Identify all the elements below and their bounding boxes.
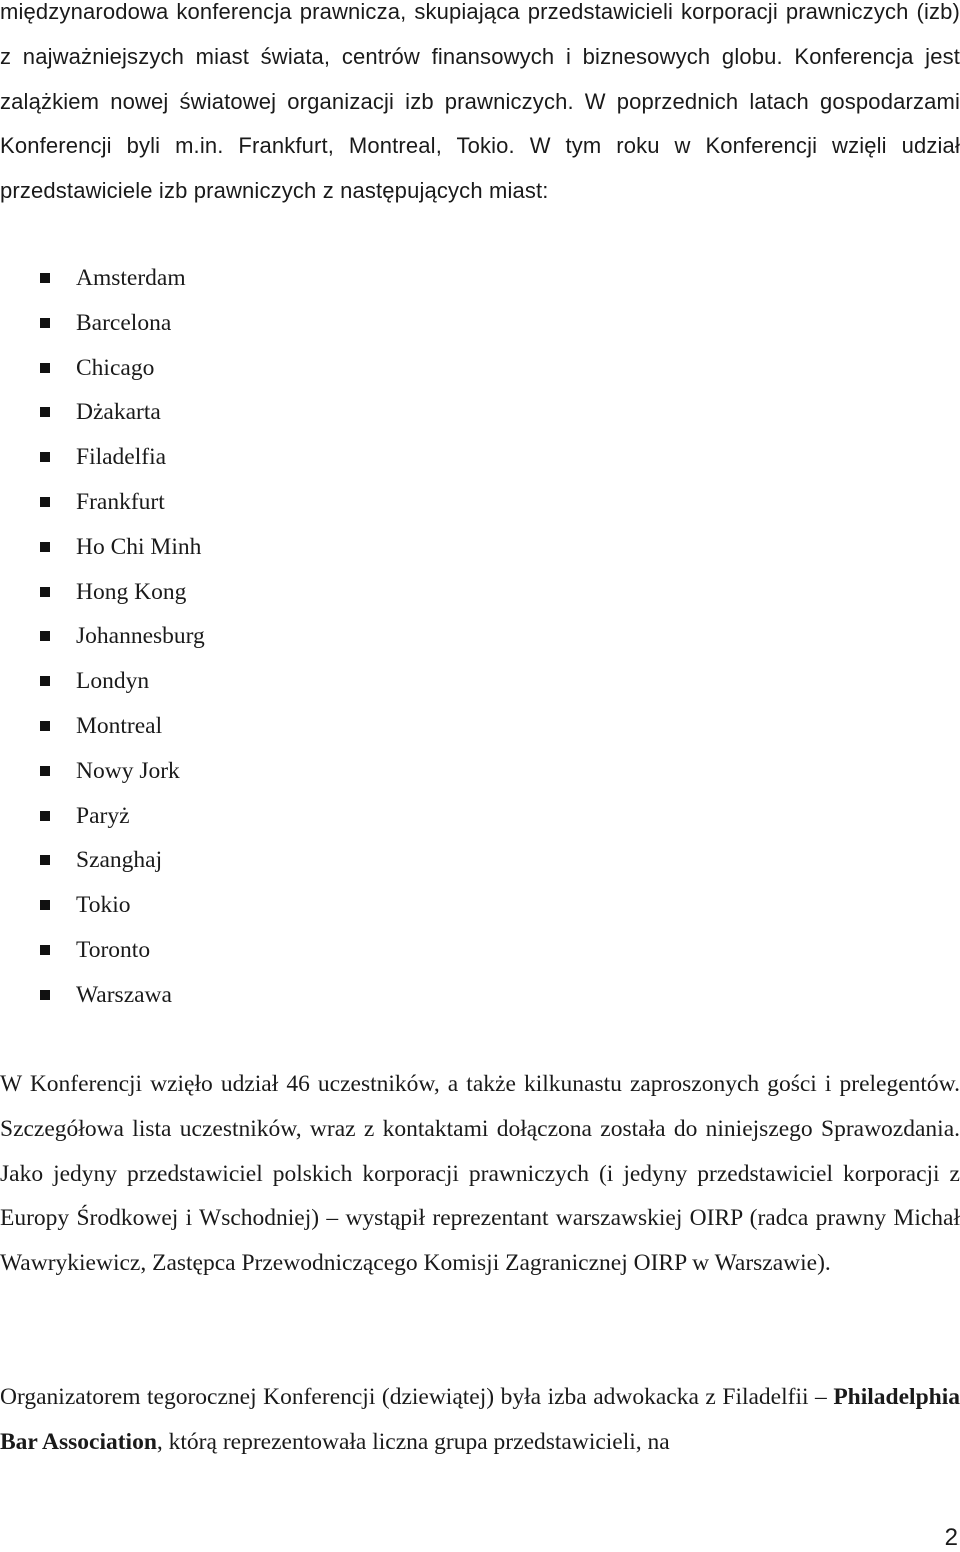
city-name: Dżakarta xyxy=(76,399,161,426)
list-item xyxy=(0,614,205,659)
list-item xyxy=(0,973,205,1018)
square-bullet-icon xyxy=(40,318,50,328)
city-name: Londyn xyxy=(76,668,150,695)
organizer-name: Philadelphia Bar Association xyxy=(0,1384,960,1455)
city-name: Filadelfia xyxy=(76,444,167,471)
list-item xyxy=(0,570,205,615)
city-name: Toronto xyxy=(76,936,151,963)
list-item xyxy=(0,794,205,839)
list-item xyxy=(0,301,205,346)
city-name: Barcelona xyxy=(76,309,172,336)
list-item xyxy=(0,480,205,525)
list-item xyxy=(0,390,205,435)
page-number: 2 xyxy=(944,1524,958,1551)
square-bullet-icon xyxy=(40,900,50,910)
list-item xyxy=(0,256,205,301)
square-bullet-icon xyxy=(40,855,50,865)
list-item xyxy=(0,838,205,883)
list-item xyxy=(0,435,205,480)
list-item xyxy=(0,346,205,391)
city-name: Johannesburg xyxy=(76,623,205,650)
city-name: Hong Kong xyxy=(76,578,187,605)
square-bullet-icon xyxy=(40,587,50,597)
square-bullet-icon xyxy=(40,452,50,462)
participants-paragraph: W Konferencji wzięło udział 46 uczestników, a także kilkunastu zaproszonych gości i prelegentów. Szczegółowa lista uczestników, wraz z kontaktami dołączona została do niniejszego Sprawozdania. Jako jedyny przedstawiciel polskich korporacji prawniczych (i jedyny przedstawiciel korporacji z Europy Środkowej i Wschodniej) – wystąpił reprezentant warszawskiej OIRP (radca prawny Michał Wawrykiewicz, Zastępca Przewodniczącego Komisji Zagranicznej OIRP w Warszawie). xyxy=(0,1071,960,1277)
city-list xyxy=(0,256,205,1018)
city-name: Amsterdam xyxy=(76,265,186,291)
city-name: Nowy Jork xyxy=(76,757,180,784)
square-bullet-icon xyxy=(40,811,50,821)
square-bullet-icon xyxy=(40,542,50,552)
organizer-text-before: Organizatorem tegorocznej Konferencji (dziewiątej) była izba adwokacka z Filadelfii – xyxy=(0,1384,834,1410)
city-name: Warszawa xyxy=(76,981,172,1008)
city-name: Szanghaj xyxy=(76,847,163,874)
square-bullet-icon xyxy=(40,945,50,955)
city-name: Paryż xyxy=(76,802,130,829)
list-item xyxy=(0,704,205,749)
city-name: Montreal xyxy=(76,712,163,739)
square-bullet-icon xyxy=(40,721,50,731)
organizer-text-after: , którą reprezentowała liczna grupa przedstawicieli, na xyxy=(156,1428,670,1455)
list-item xyxy=(0,749,205,794)
city-name: Chicago xyxy=(76,354,155,381)
list-item xyxy=(0,659,205,704)
list-item xyxy=(0,525,205,570)
square-bullet-icon xyxy=(40,766,50,776)
square-bullet-icon xyxy=(40,990,50,1000)
square-bullet-icon xyxy=(40,363,50,373)
square-bullet-icon xyxy=(40,273,50,283)
list-item xyxy=(0,928,205,973)
square-bullet-icon xyxy=(40,497,50,507)
square-bullet-icon xyxy=(40,631,50,641)
list-item xyxy=(0,883,205,928)
square-bullet-icon xyxy=(40,676,50,686)
city-name: Ho Chi Minh xyxy=(76,533,202,560)
intro-paragraph: międzynarodowa konferencja prawnicza, skupiająca przedstawicieli korporacji prawniczych (izb) z najważniejszych miast świata, centrów finansowych i biznesowych globu. Konferencja jest zalążkiem nowej światowej organizacji izb prawniczych. W poprzednich latach gospodarzami Konferencji byli m.in. Frankfurt, Montreal, Tokio. W tym roku w Konferencji wzięli udział przedstawiciele izb prawniczych z następujących miast: xyxy=(0,0,960,204)
city-name: Frankfurt xyxy=(76,488,165,515)
organizer-paragraph xyxy=(0,1375,960,1465)
square-bullet-icon xyxy=(40,407,50,417)
city-name: Tokio xyxy=(76,892,131,919)
